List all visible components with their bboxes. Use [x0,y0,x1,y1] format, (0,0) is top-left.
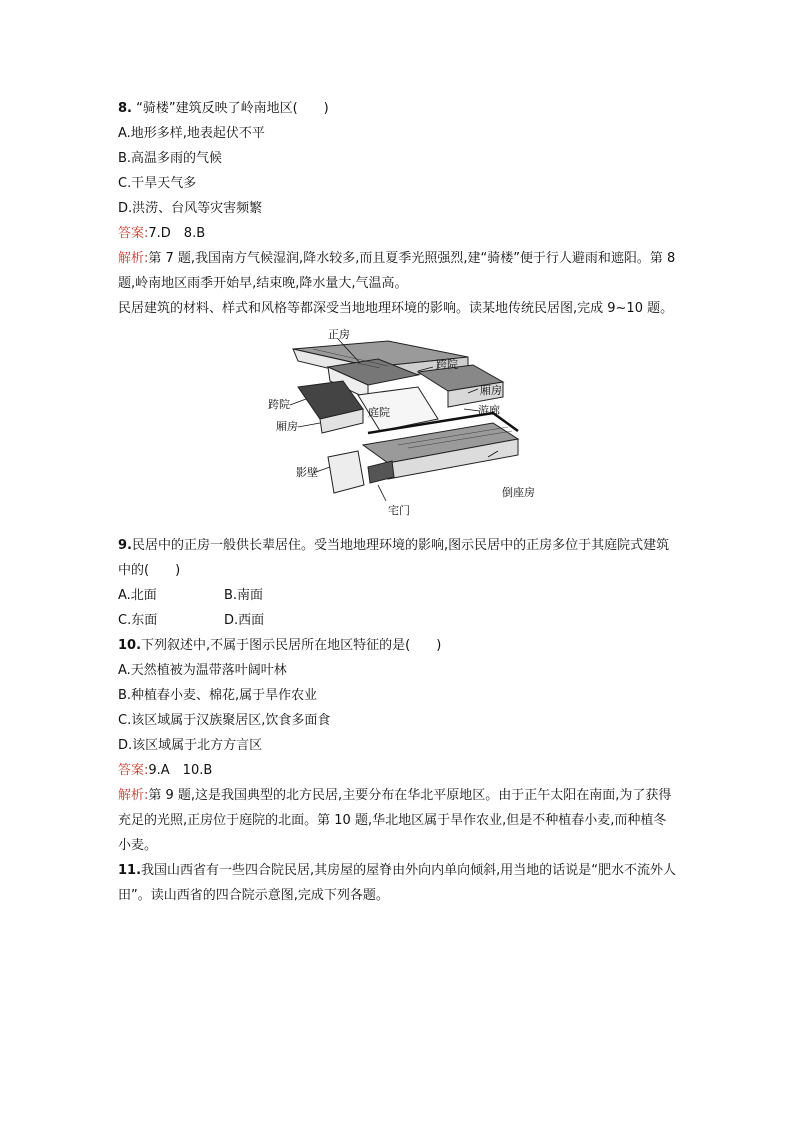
question-8-option-c: C.干旱天气多 [118,176,197,191]
question-9-stem [118,533,678,583]
label-zhaimen: 宅门 [388,504,410,517]
question-8-number: 8. [118,101,132,116]
question-8-stem [118,96,678,121]
label-daozuofang: 倒座房 [502,486,535,499]
question-8-option-b: B.高温多雨的气候 [118,151,223,166]
question-9-option-d: D.西面 [224,613,265,628]
question-11-stem [118,858,678,908]
label-kuayuan-right: 跨院 [436,358,458,371]
question-8-text: “骑楼”建筑反映了岭南地区( ) [136,101,329,116]
courtyard-house-illustration [268,327,528,527]
question-10-option-c: C.该区域属于汉族聚居区,饮食多面食 [118,713,331,728]
question-9-options-row-1 [118,583,678,608]
label-tingyuan: 庭院 [368,406,390,419]
intro-9-10: 民居建筑的材料、样式和风格等都深受当地地理环境的影响。读某地传统民居图,完成 9~10 题。 [118,301,674,316]
label-xiangfang-right: 厢房 [480,384,502,397]
question-9-option-b: B.南面 [224,588,264,603]
question-10-option-b: B.种植春小麦、棉花,属于旱作农业 [118,688,318,703]
answer-label-2: 答案: [118,763,149,778]
analysis-text-2: 第 9 题,这是我国典型的北方民居,主要分布在华北平原地区。由于正午太阳在南面,为了获得充足的光照,正房位于庭院的北面。第 10 题,华北地区属于旱作农业,但是不种植春小麦,而种植冬小麦。 [118,788,672,853]
analysis-9-10 [118,783,678,858]
question-9-options-row-2 [118,608,678,633]
answer-text: 7.D 8.B [148,226,206,241]
courtyard-house-figure [118,327,678,527]
answer-label: 答案: [118,226,149,241]
label-xiangfang-left: 厢房 [276,420,298,433]
label-zhengfang: 正房 [328,328,350,341]
question-10-option-a: A.天然植被为温带落叶阔叶林 [118,663,287,678]
answer-text-2: 9.A 10.B [148,763,213,778]
label-yingbi: 影壁 [296,466,318,479]
question-11-number: 11. [118,863,142,878]
analysis-7-8 [118,246,678,296]
question-8-option-d: D.洪涝、台风等灾害频繁 [118,201,263,216]
question-8-option-a: A.地形多样,地表起伏不平 [118,126,265,141]
question-9-text: 民居中的正房一般供长辈居住。受当地地理环境的影响,图示民居中的正房多位于其庭院式建筑中的( ) [118,538,670,578]
question-9-number: 9. [118,538,132,553]
analysis-text: 第 7 题,我国南方气候湿润,降水较多,而且夏季光照强烈,建“骑楼”便于行人避雨和遮阳。第 8 题,岭南地区雨季开始早,结束晚,降水量大,气温高。 [118,251,676,291]
label-youlang: 游廊 [478,404,500,417]
question-10-option-d: D.该区域属于北方方言区 [118,738,263,753]
question-10-number: 10. [118,638,142,653]
question-9-option-c: C.东面 [118,613,158,628]
question-9-option-a: A.北面 [118,588,157,603]
question-11-text: 我国山西省有一些四合院民居,其房屋的屋脊由外向内单向倾斜,用当地的话说是“肥水不流外人田”。读山西省的四合院示意图,完成下列各题。 [118,863,677,903]
label-kuayuan-left: 跨院 [268,398,290,411]
question-10-stem [118,633,678,658]
answer-9-10 [118,758,678,783]
answer-7-8 [118,221,678,246]
document-page [118,96,678,908]
analysis-label-2: 解析: [118,788,149,803]
analysis-label: 解析: [118,251,149,266]
question-10-text: 下列叙述中,不属于图示民居所在地区特征的是( ) [141,638,442,653]
